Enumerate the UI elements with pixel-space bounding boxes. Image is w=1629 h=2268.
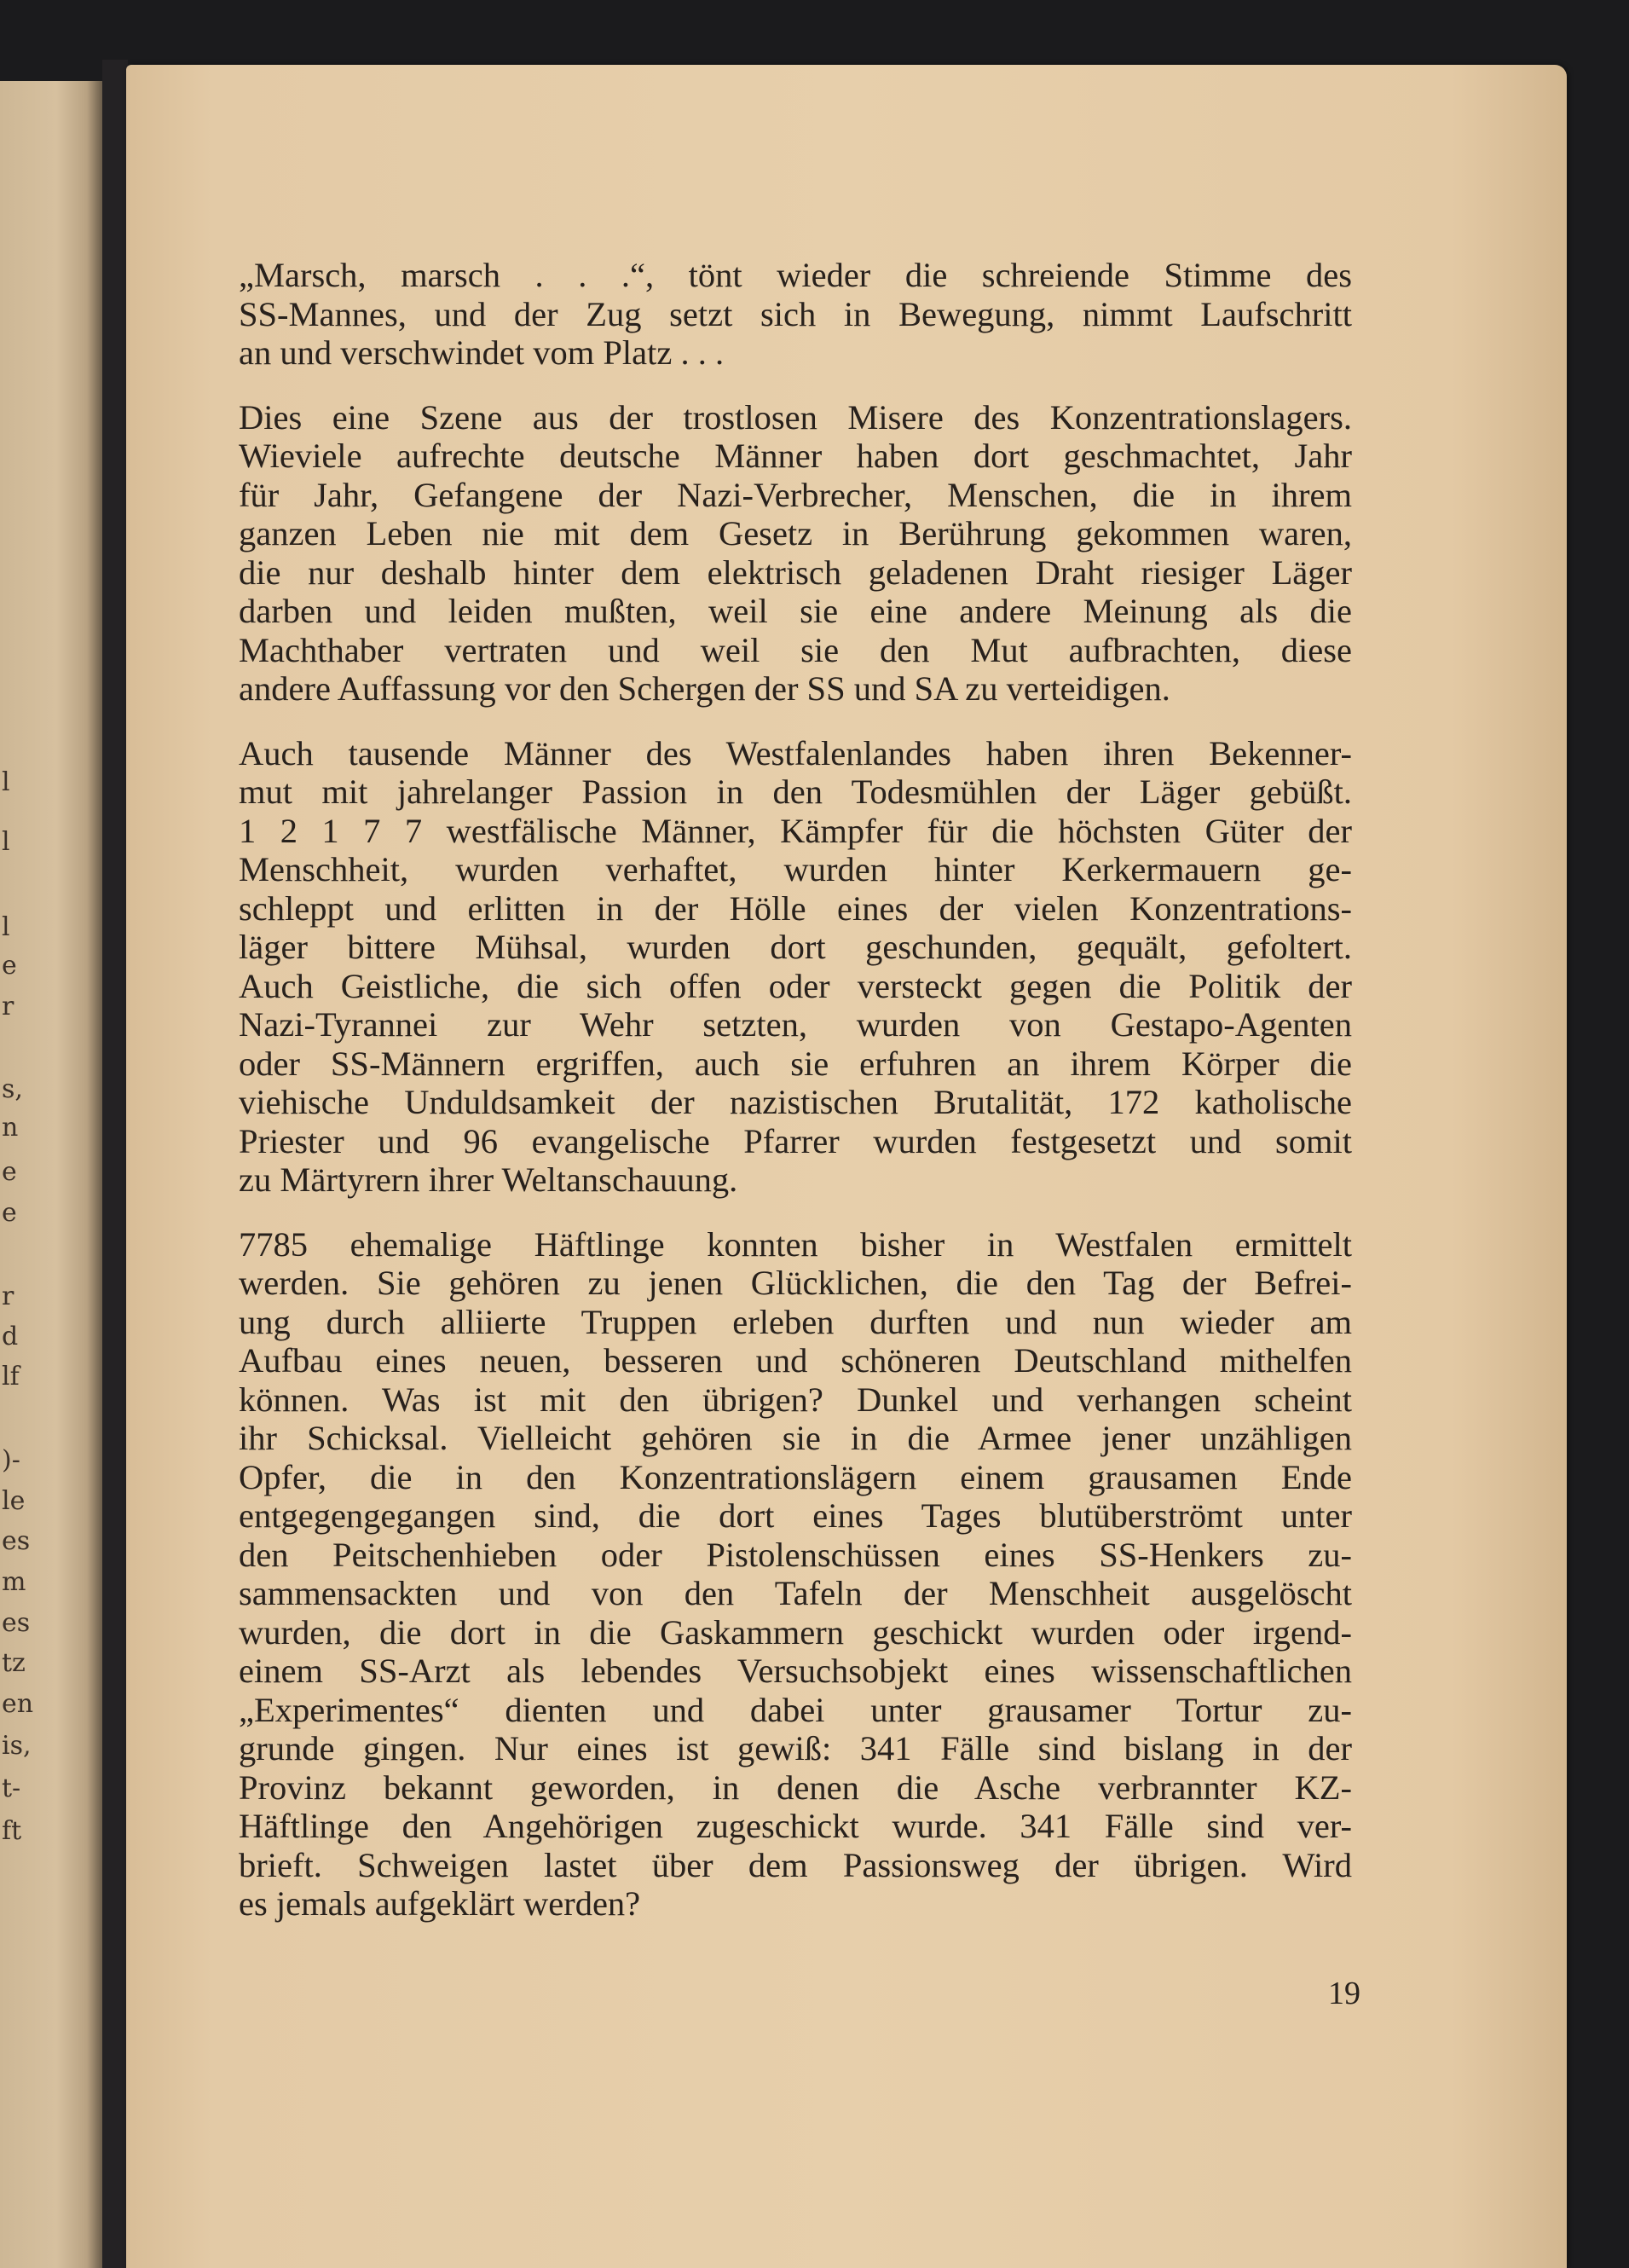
text-line: 7785 ehemalige Häftlinge konnten bisher in Westfalen ermittelt <box>239 1224 1352 1264</box>
left-page-text-fragment: l <box>2 827 10 857</box>
text-line: ung durch alliierte Truppen erleben durften und nun wieder am <box>239 1302 1352 1341</box>
left-page-text-fragment: es <box>2 1526 31 1556</box>
text-line: Auch Geistliche, die sich offen oder versteckt gegen die Politik der <box>239 966 1352 1005</box>
left-page-text-fragment: lf <box>2 1362 20 1391</box>
left-page-text-fragment: l <box>2 767 10 797</box>
text-line: andere Auffassung vor den Schergen der SS und SA zu verteidigen. <box>239 669 1170 708</box>
left-page-text-fragment: l <box>2 912 10 942</box>
text-line: sammensackten und von den Tafeln der Menschheit ausgelöscht <box>239 1574 1352 1612</box>
left-page-text-fragment: is, <box>2 1731 32 1761</box>
text-line: es jemals aufgeklärt werden? <box>239 1884 641 1923</box>
text-line: Opfer, die in den Konzentrationslägern einem grausamen Ende <box>239 1457 1352 1496</box>
left-page-text-fragment: le <box>2 1486 26 1516</box>
text-line: Wieviele aufrechte deutsche Männer haben dort geschmachtet, Jahr <box>239 437 1352 475</box>
text-line: oder SS-Männern ergriffen, auch sie erfuhren an ihrem Körper die <box>239 1044 1352 1083</box>
text-line: grunde gingen. Nur eines ist gewiß: 341 Fälle sind bislang in der <box>239 1729 1352 1768</box>
text-line: brieft. Schweigen lastet über dem Passionsweg der übrigen. Wird <box>239 1845 1352 1884</box>
text-line: mut mit jahrelanger Passion in den Todesmühlen der Läger gebüßt. <box>239 772 1352 811</box>
text-line: zu Märtyrern ihrer Weltanschauung. <box>239 1160 738 1199</box>
book-gutter <box>102 60 128 2268</box>
left-page-text-fragment: n <box>2 1113 19 1143</box>
text-line: „Experimentes“ dienten und dabei unter grausamer Tortur zu- <box>239 1690 1352 1729</box>
text-line: Menschheit, wurden verhaftet, wurden hinter Kerkermauern ge- <box>239 850 1352 888</box>
left-page-text-fragment: en <box>2 1689 34 1719</box>
paragraph-2 <box>239 398 1352 709</box>
left-page-edge <box>0 81 102 2268</box>
text-line: Häftlinge den Angehörigen zugeschickt wurde. 341 Fälle sind ver- <box>239 1807 1352 1845</box>
text-line: SS-Mannes, und der Zug setzt sich in Bewegung, nimmt Laufschritt <box>239 294 1352 333</box>
text-line: ganzen Leben nie mit dem Gesetz in Berührung gekommen waren, <box>239 514 1352 553</box>
text-line: die nur deshalb hinter dem elektrisch geladenen Draht riesiger Läger <box>239 553 1352 592</box>
text-line: einem SS-Arzt als lebendes Versuchsobjekt eines wissenschaftlichen <box>239 1652 1352 1690</box>
left-page-text-fragment: tz <box>2 1648 26 1678</box>
text-line: viehische Unduldsamkeit der nazistischen Brutalität, 172 katholische <box>239 1083 1352 1121</box>
left-page-text-fragment: r <box>2 992 14 1021</box>
text-line: für Jahr, Gefangene der Nazi-Verbrecher, Menschen, die in ihrem <box>239 475 1352 514</box>
text-line: entgegengegangen sind, die dort eines Tages blutüberströmt unter <box>239 1496 1352 1535</box>
paragraph-3 <box>239 734 1352 1200</box>
page-number: 19 <box>1328 1976 1360 2011</box>
left-page-text-fragment: es <box>2 1608 31 1638</box>
left-page-text-fragment: d <box>2 1322 19 1351</box>
text-line: den Peitschenhieben oder Pistolenschüssen eines SS-Henkers zu- <box>239 1535 1352 1574</box>
left-page-text-fragment: e <box>2 1157 17 1187</box>
left-page-text-fragment: r <box>2 1282 14 1311</box>
text-line: Auch tausende Männer des Westfalenlandes haben ihren Bekenner- <box>239 733 1352 772</box>
text-line: schleppt und erlitten in der Hölle eines der vielen Konzentrations- <box>239 888 1352 928</box>
left-page-text-fragment: e <box>2 1198 17 1228</box>
text-line: an und verschwindet vom Platz . . . <box>239 333 725 372</box>
page-text <box>239 256 1352 1949</box>
left-page-text-fragments <box>0 81 34 2268</box>
left-page-text-fragment: e <box>2 951 17 981</box>
text-line: werden. Sie gehören zu jenen Glücklichen, die den Tag der Befrei- <box>239 1264 1352 1302</box>
text-line: Provinz bekannt geworden, in denen die Asche verbrannter KZ- <box>239 1768 1352 1807</box>
text-line: ihr Schicksal. Vielleicht gehören sie in die Armee jener unzähligen <box>239 1419 1352 1457</box>
left-page-text-fragment: s, <box>2 1074 23 1104</box>
text-line: 1 2 1 7 7 westfälische Männer, Kämpfer für die höchsten Güter der <box>239 811 1352 850</box>
left-page-text-fragment: )- <box>2 1445 20 1475</box>
text-line: können. Was ist mit den übrigen? Dunkel und verhangen scheint <box>239 1380 1352 1419</box>
left-page-text-fragment: t- <box>2 1773 21 1803</box>
text-line: läger bittere Mühsal, wurden dort geschunden, gequält, gefoltert. <box>239 928 1352 966</box>
book-page <box>126 65 1567 2268</box>
text-line: Aufbau eines neuen, besseren und schöneren Deutschland mithelfen <box>239 1341 1352 1380</box>
text-line: darben und leiden mußten, weil sie eine andere Meinung als die <box>239 592 1352 630</box>
text-line: „Marsch, marsch . . .“, tönt wieder die schreiende Stimme des <box>239 256 1352 294</box>
left-page-text-fragment: m <box>2 1567 26 1597</box>
text-line: Dies eine Szene aus der trostlosen Misere des Konzentrationslagers. <box>239 397 1352 437</box>
text-line: wurden, die dort in die Gaskammern geschickt wurden oder irgend- <box>239 1612 1352 1652</box>
text-line: Machthaber vertraten und weil sie den Mut aufbrachten, diese <box>239 630 1352 669</box>
text-line: Nazi-Tyrannei zur Wehr setzten, wurden von Gestapo-Agenten <box>239 1005 1352 1044</box>
paragraph-4 <box>239 1225 1352 1924</box>
left-page-text-fragment: ft <box>2 1816 22 1846</box>
text-line: Priester und 96 evangelische Pfarrer wurden festgesetzt und somit <box>239 1121 1352 1160</box>
paragraph-1 <box>239 256 1352 373</box>
